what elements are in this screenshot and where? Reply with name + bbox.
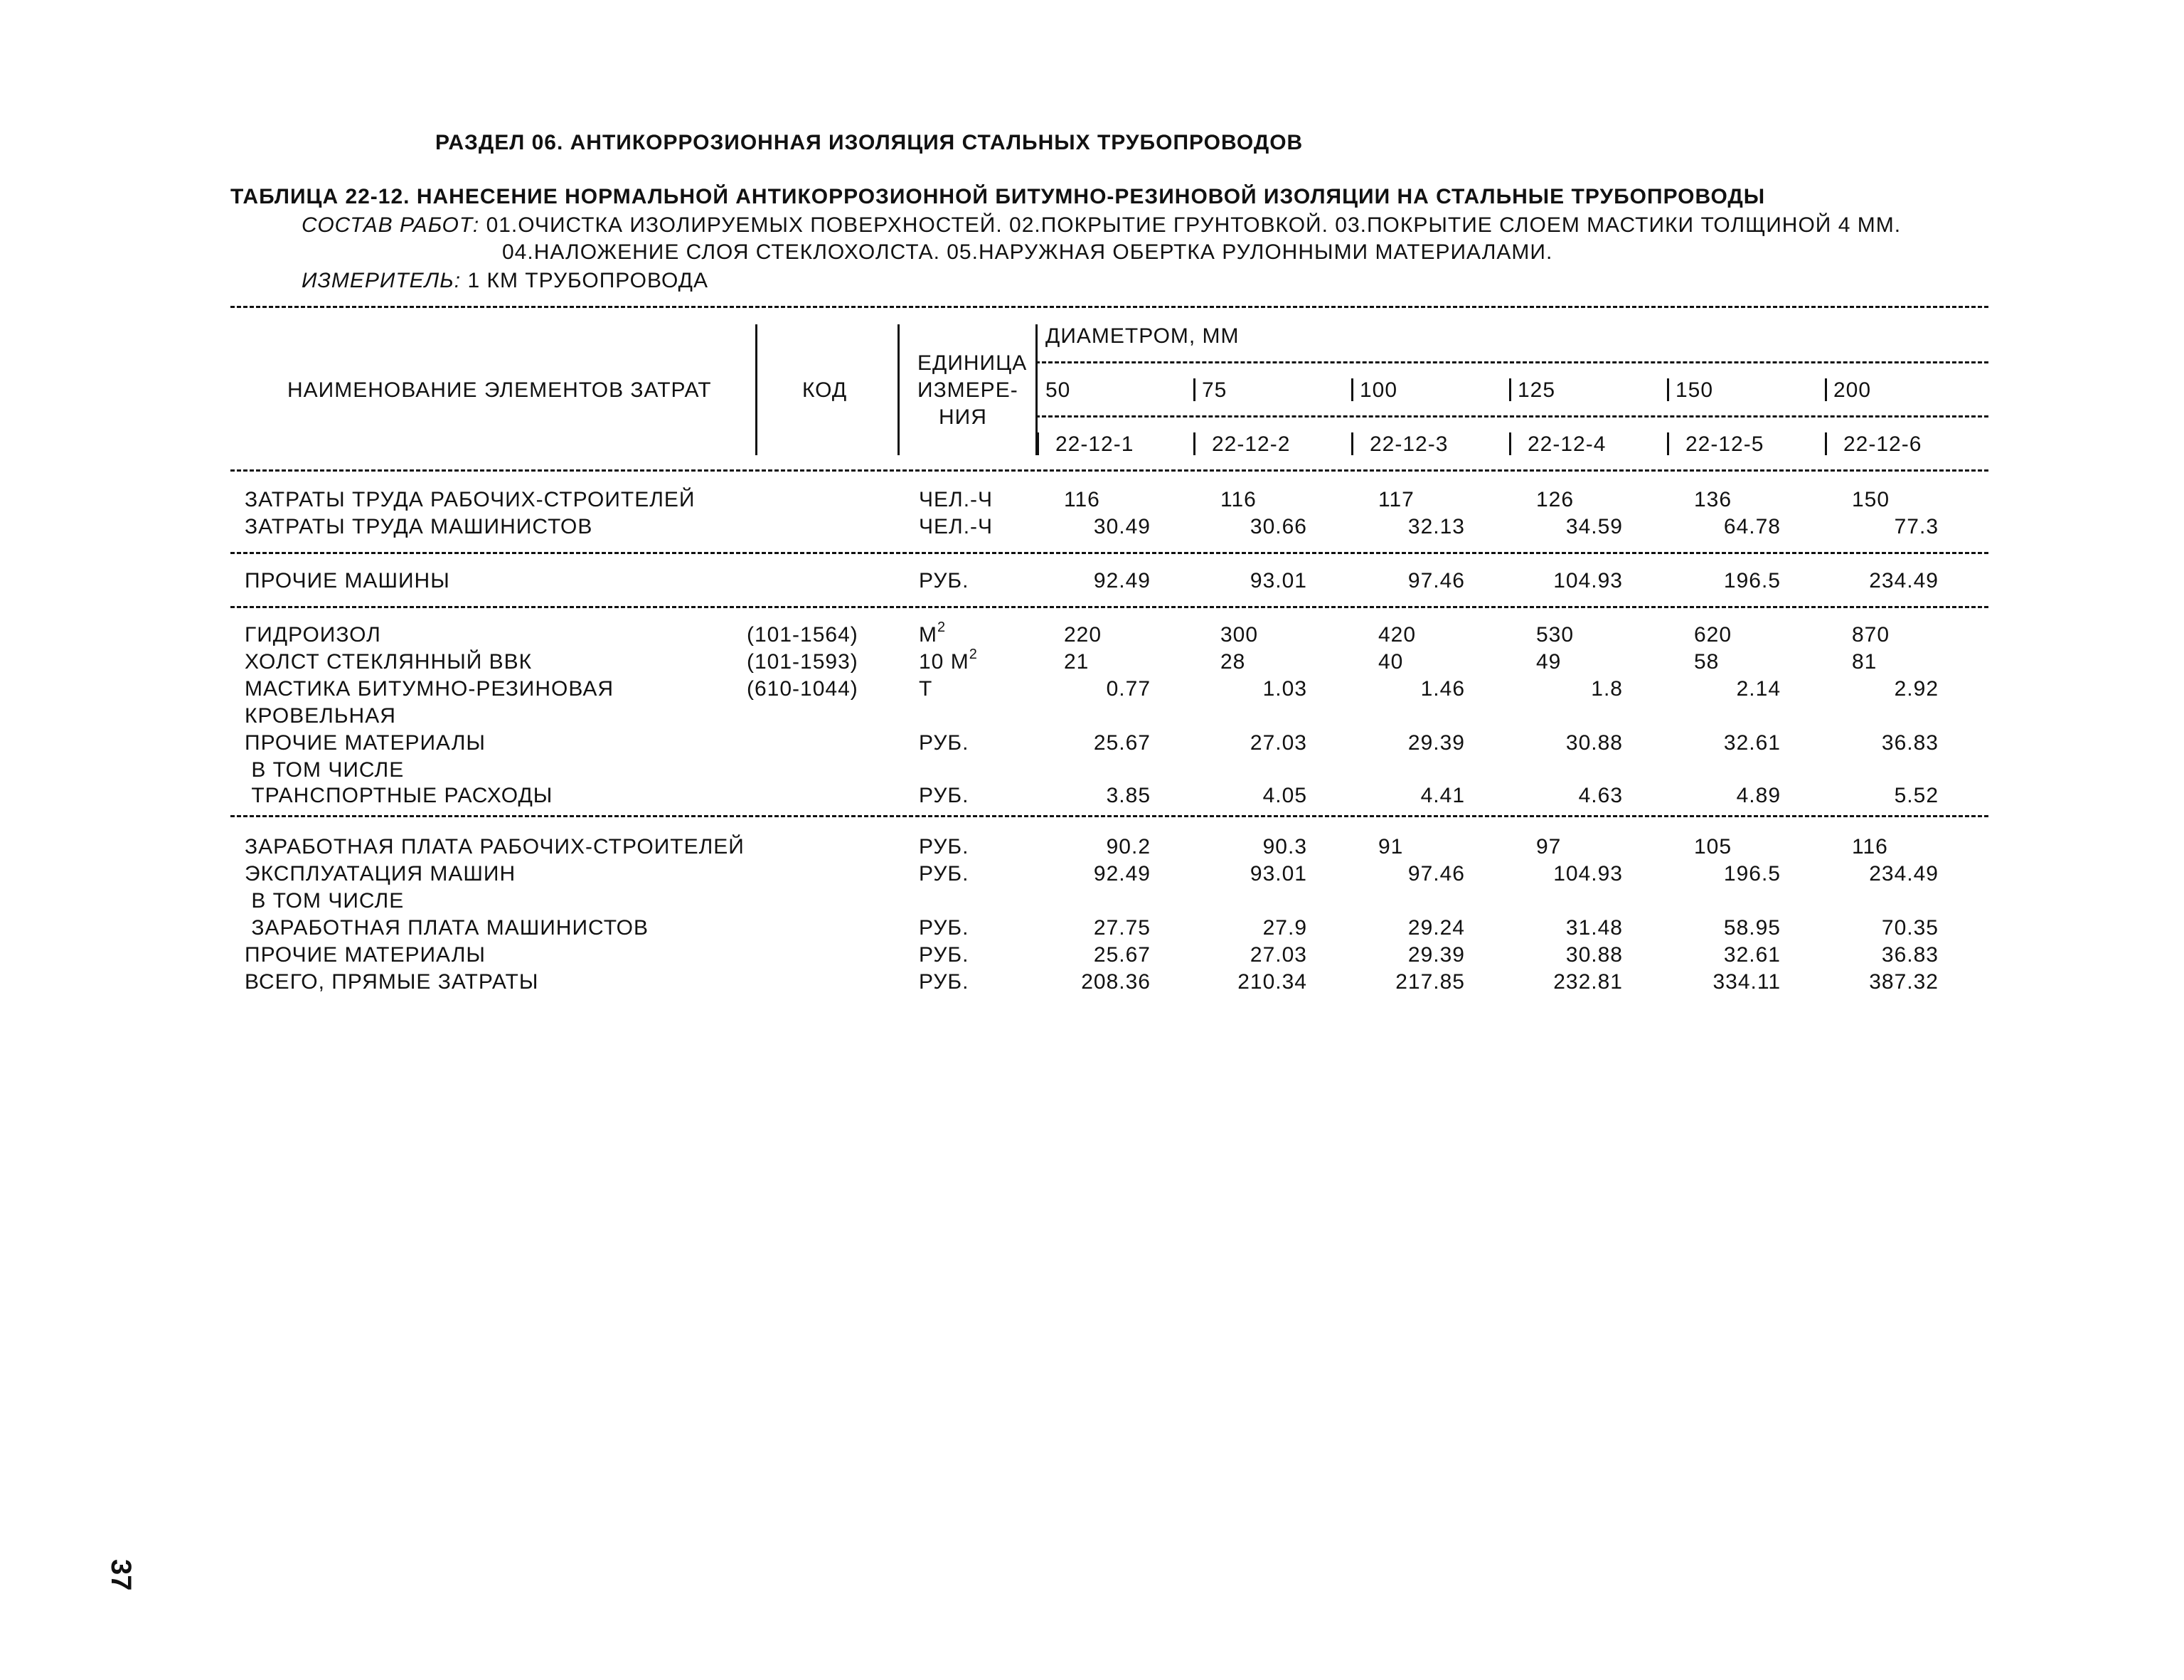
row-value: 92.49 xyxy=(1093,862,1151,886)
row-unit-text: РУБ. xyxy=(919,943,969,967)
row-value: 3.85 xyxy=(1106,784,1151,807)
row-value: 58 xyxy=(1694,650,1720,674)
row-value: 620 xyxy=(1694,623,1732,647)
rule-group-2 xyxy=(230,606,1988,608)
norm-code: 22-12-3 xyxy=(1370,432,1449,456)
row-value: 21 xyxy=(1064,650,1090,674)
work-composition xyxy=(302,215,1901,236)
row-unit-text: РУБ. xyxy=(919,784,969,807)
code-divider xyxy=(1193,432,1195,455)
row-value: 150 xyxy=(1852,488,1890,511)
row-value: 234.49 xyxy=(1869,862,1939,886)
row-value: 27.9 xyxy=(1262,916,1307,940)
header-diameter: ДИАМЕТРОМ, ММ xyxy=(1045,324,1240,348)
diameter-value: 200 xyxy=(1833,378,1872,402)
row-value: 29.39 xyxy=(1407,731,1465,755)
row-value: 4.05 xyxy=(1262,784,1307,807)
row-name: МАСТИКА БИТУМНО-РЕЗИНОВАЯ xyxy=(245,677,614,701)
header-unit-2: ИЗМЕРЕ- xyxy=(917,378,1018,402)
row-value: 2.14 xyxy=(1736,677,1781,701)
row-name: В ТОМ ЧИСЛЕ xyxy=(245,758,405,782)
code-divider xyxy=(1509,432,1511,455)
row-value: 136 xyxy=(1694,488,1732,511)
row-value: 4.63 xyxy=(1578,784,1623,807)
row-value: 81 xyxy=(1852,650,1877,674)
row-value: 334.11 xyxy=(1712,970,1781,994)
row-value: 4.41 xyxy=(1420,784,1465,807)
row-value: 116 xyxy=(1064,488,1100,511)
row-unit-text: ЧЕЛ.-Ч xyxy=(919,488,994,511)
row-value: 1.8 xyxy=(1591,677,1623,701)
row-name: ЗАТРАТЫ ТРУДА РАБОЧИХ-СТРОИТЕЛЕЙ xyxy=(245,488,696,511)
diameter-divider xyxy=(1193,378,1195,401)
row-value: 208.36 xyxy=(1081,970,1151,994)
row-value: 30.49 xyxy=(1093,515,1151,538)
row-code: (610-1044) xyxy=(747,677,858,701)
row-value: 25.67 xyxy=(1093,731,1151,755)
row-name: ГИДРОИЗОЛ xyxy=(245,623,381,647)
row-value: 34.59 xyxy=(1565,515,1623,538)
row-value: 91 xyxy=(1378,835,1404,858)
diameter-divider xyxy=(1509,378,1511,401)
row-value: 32.61 xyxy=(1723,943,1781,967)
measure xyxy=(302,270,708,292)
row-value: 29.39 xyxy=(1407,943,1465,967)
rule-header-2 xyxy=(1035,415,1988,418)
row-value: 217.85 xyxy=(1395,970,1465,994)
row-name: В ТОМ ЧИСЛЕ xyxy=(245,889,405,913)
row-unit xyxy=(919,570,969,592)
row-value: 93.01 xyxy=(1250,569,1307,592)
page-number: 37 xyxy=(105,1559,137,1591)
row-value: 97 xyxy=(1536,835,1562,858)
row-unit xyxy=(919,945,969,966)
header-name: НАИМЕНОВАНИЕ ЭЛЕМЕНТОВ ЗАТРАТ xyxy=(287,378,712,402)
norm-code: 22-12-6 xyxy=(1843,432,1922,456)
header-unit-3: НИЯ xyxy=(939,405,987,429)
rule-header-1 xyxy=(1035,361,1988,363)
header-divider-code xyxy=(897,324,900,455)
row-value: 116 xyxy=(1220,488,1257,511)
row-value: 300 xyxy=(1220,623,1259,647)
row-value: 530 xyxy=(1536,623,1575,647)
row-name: ЗАТРАТЫ ТРУДА МАШИНИСТОВ xyxy=(245,515,593,538)
row-unit-text: М xyxy=(919,623,937,647)
row-value: 64.78 xyxy=(1723,515,1781,538)
row-value: 1.46 xyxy=(1420,677,1465,701)
row-value: 1.03 xyxy=(1262,677,1307,701)
row-value: 117 xyxy=(1378,488,1415,511)
row-unit xyxy=(919,836,969,858)
header-unit-1: ЕДИНИЦА xyxy=(917,351,1028,375)
row-value: 196.5 xyxy=(1723,862,1781,886)
row-unit-text: РУБ. xyxy=(919,569,969,592)
row-value: 30.88 xyxy=(1565,731,1623,755)
row-unit xyxy=(919,863,969,885)
code-divider xyxy=(1351,432,1353,455)
row-unit xyxy=(919,918,969,939)
row-value: 70.35 xyxy=(1881,916,1939,940)
row-name: ЗАРАБОТНАЯ ПЛАТА МАШИНИСТОВ xyxy=(245,916,649,940)
diameter-value: 125 xyxy=(1518,378,1556,402)
measure-value: 1 КМ ТРУБОПРОВОДА xyxy=(467,269,708,292)
row-value: 27.03 xyxy=(1250,943,1307,967)
row-name: ВСЕГО, ПРЯМЫЕ ЗАТРАТЫ xyxy=(245,970,539,994)
row-value: 36.83 xyxy=(1881,943,1939,967)
header-divider-name xyxy=(755,324,757,455)
row-value: 4.89 xyxy=(1736,784,1781,807)
row-value: 5.52 xyxy=(1894,784,1939,807)
row-value: 27.75 xyxy=(1093,916,1151,940)
row-value: 77.3 xyxy=(1894,515,1939,538)
row-name: ТРАНСПОРТНЫЕ РАСХОДЫ xyxy=(245,784,553,807)
row-name: ЗАРАБОТНАЯ ПЛАТА РАБОЧИХ-СТРОИТЕЛЕЙ xyxy=(245,835,745,858)
row-value: 32.13 xyxy=(1407,515,1465,538)
rule-group-1 xyxy=(230,552,1988,554)
norm-code: 22-12-1 xyxy=(1055,432,1134,456)
row-value: 90.2 xyxy=(1106,835,1151,858)
row-name: ПРОЧИЕ МАТЕРИАЛЫ xyxy=(245,943,486,967)
row-value: 220 xyxy=(1064,623,1102,647)
diameter-value: 50 xyxy=(1045,378,1071,402)
row-value: 90.3 xyxy=(1262,835,1307,858)
table-title: ТАБЛИЦА 22-12. НАНЕСЕНИЕ НОРМАЛЬНОЙ АНТИКОРРОЗИОННОЙ БИТУМНО-РЕЗИНОВОЙ ИЗОЛЯЦИИ НА СТАЛЬНЫЕ ТРУБОПРОВОДЫ xyxy=(230,185,1766,208)
row-value: 31.48 xyxy=(1565,916,1623,940)
row-code: (101-1564) xyxy=(747,623,858,647)
diameter-value: 75 xyxy=(1202,378,1227,402)
row-value: 97.46 xyxy=(1407,569,1465,592)
row-code: (101-1593) xyxy=(747,650,858,674)
row-value: 234.49 xyxy=(1869,569,1939,592)
row-value: 29.24 xyxy=(1407,916,1465,940)
row-unit xyxy=(919,785,969,807)
row-value: 25.67 xyxy=(1093,943,1151,967)
row-unit-text: Т xyxy=(919,677,933,701)
row-unit-text: ЧЕЛ.-Ч xyxy=(919,515,994,538)
row-name: ПРОЧИЕ МАШИНЫ xyxy=(245,569,450,592)
row-unit xyxy=(919,733,969,754)
row-value: 420 xyxy=(1378,623,1417,647)
row-value: 210.34 xyxy=(1237,970,1307,994)
diameter-divider xyxy=(1825,378,1827,401)
row-value: 97.46 xyxy=(1407,862,1465,886)
unit-exponent: 2 xyxy=(937,620,947,635)
row-unit xyxy=(919,620,947,647)
row-unit-text: РУБ. xyxy=(919,916,969,940)
row-name: ПРОЧИЕ МАТЕРИАЛЫ xyxy=(245,731,486,755)
diameter-value: 100 xyxy=(1360,378,1398,402)
work-label: СОСТАВ РАБОТ: xyxy=(302,213,480,237)
diameter-divider xyxy=(1667,378,1669,401)
row-value: 36.83 xyxy=(1881,731,1939,755)
norm-code: 22-12-2 xyxy=(1212,432,1291,456)
row-value: 116 xyxy=(1852,835,1888,858)
norm-code: 22-12-4 xyxy=(1528,432,1607,456)
row-unit-text: РУБ. xyxy=(919,835,969,858)
row-value: 30.66 xyxy=(1250,515,1307,538)
row-value: 27.03 xyxy=(1250,731,1307,755)
row-value: 32.61 xyxy=(1723,731,1781,755)
norm-code: 22-12-5 xyxy=(1685,432,1764,456)
rule-group-3 xyxy=(230,815,1988,817)
row-name: КРОВЕЛЬНАЯ xyxy=(245,704,396,728)
row-unit-text: РУБ. xyxy=(919,862,969,886)
row-value: 92.49 xyxy=(1093,569,1151,592)
row-unit-text: РУБ. xyxy=(919,970,969,994)
row-value: 196.5 xyxy=(1723,569,1781,592)
row-name: ХОЛСТ СТЕКЛЯННЫЙ ВВК xyxy=(245,650,533,674)
row-value: 870 xyxy=(1852,623,1890,647)
unit-exponent: 2 xyxy=(969,647,978,662)
row-unit xyxy=(919,679,932,700)
row-name: ЭКСПЛУАТАЦИЯ МАШИН xyxy=(245,862,516,886)
work-line-2: 04.НАЛОЖЕНИЕ СЛОЯ СТЕКЛОХОЛСТА. 05.НАРУЖНАЯ ОБЕРТКА РУЛОННЫМИ МАТЕРИАЛАМИ. xyxy=(502,240,1553,264)
row-value: 40 xyxy=(1378,650,1404,674)
row-value: 387.32 xyxy=(1869,970,1939,994)
measure-label: ИЗМЕРИТЕЛЬ: xyxy=(302,269,462,292)
row-value: 104.93 xyxy=(1553,862,1623,886)
row-unit xyxy=(919,972,969,993)
row-unit-text: РУБ. xyxy=(919,731,969,755)
row-value: 105 xyxy=(1694,835,1732,858)
rule-header-bottom xyxy=(230,469,1988,472)
row-unit xyxy=(919,489,993,511)
code-divider xyxy=(1037,432,1039,455)
diameter-value: 150 xyxy=(1676,378,1714,402)
row-value: 232.81 xyxy=(1553,970,1623,994)
row-value: 126 xyxy=(1536,488,1575,511)
row-value: 2.92 xyxy=(1894,677,1939,701)
rule-top xyxy=(230,306,1988,308)
row-value: 30.88 xyxy=(1565,943,1623,967)
row-value: 28 xyxy=(1220,650,1246,674)
row-unit xyxy=(919,516,993,538)
diameter-divider xyxy=(1351,378,1353,401)
code-divider xyxy=(1667,432,1669,455)
section-title: РАЗДЕЛ 06. АНТИКОРРОЗИОННАЯ ИЗОЛЯЦИЯ СТАЛЬНЫХ ТРУБОПРОВОДОВ xyxy=(435,131,1304,154)
header-code: КОД xyxy=(802,378,848,402)
row-value: 49 xyxy=(1536,650,1562,674)
row-value: 0.77 xyxy=(1106,677,1151,701)
row-value: 104.93 xyxy=(1553,569,1623,592)
row-value: 93.01 xyxy=(1250,862,1307,886)
code-divider xyxy=(1825,432,1827,455)
row-unit-text: 10 М xyxy=(919,650,969,674)
work-line-1: 01.ОЧИСТКА ИЗОЛИРУЕМЫХ ПОВЕРХНОСТЕЙ. 02.ПОКРЫТИЕ ГРУНТОВКОЙ. 03.ПОКРЫТИЕ СЛОЕМ МАСТИКИ ТОЛЩИНОЙ 4 ММ. xyxy=(486,213,1902,237)
row-unit xyxy=(919,647,978,674)
row-value: 58.95 xyxy=(1723,916,1781,940)
